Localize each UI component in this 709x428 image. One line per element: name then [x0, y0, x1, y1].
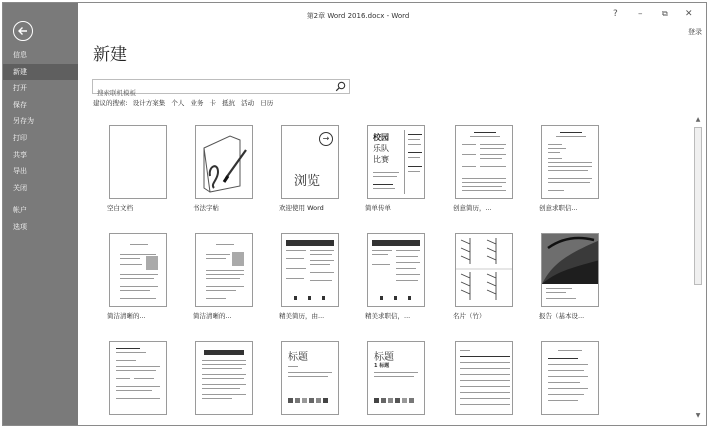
template-tile[interactable] [539, 233, 619, 320]
flyer-title-2: 乐队 [373, 144, 389, 153]
template-thumbnail-report [541, 233, 599, 307]
suggestion-card[interactable]: 卡 [209, 99, 217, 107]
template-thumbnail-flyer [367, 125, 425, 199]
template-label: 创意简历，... [453, 204, 492, 212]
template-thumbnail-list [541, 341, 599, 415]
template-tile[interactable] [193, 233, 273, 320]
template-tile[interactable] [453, 233, 533, 320]
suggestion-extra[interactable]: 抵抗 [222, 99, 236, 107]
sidebar-item-options[interactable]: 选项 [13, 222, 27, 231]
flyer-title-3: 比赛 [373, 155, 389, 164]
template-tile[interactable] [193, 125, 273, 212]
sidebar-item-export[interactable]: 导出 [13, 167, 27, 176]
template-thumbnail-blank [109, 125, 167, 199]
template-tile[interactable] [539, 341, 619, 419]
template-tile[interactable] [453, 125, 533, 212]
template-label: 精美简历，由... [279, 312, 325, 320]
template-tile[interactable] [365, 233, 445, 320]
template-thumbnail-clean-letter [195, 233, 253, 307]
arrow-right-icon: → [319, 132, 333, 146]
template-thumbnail-doc2 [195, 341, 253, 415]
template-search-box [92, 79, 350, 94]
login-link[interactable]: 登录 [688, 28, 702, 36]
sidebar-item-save[interactable]: 保存 [13, 100, 27, 109]
flyer-title-1: 校园 [373, 133, 389, 142]
template-thumbnail-table [455, 341, 513, 415]
title-bar [78, 3, 706, 29]
thumb-heading-text: 1 标题 [374, 363, 390, 369]
sidebar-item-new[interactable]: 新建 [3, 64, 78, 81]
report-cover-image [542, 234, 599, 284]
template-tile[interactable] [193, 341, 273, 419]
template-tile[interactable] [279, 125, 359, 212]
calligraphy-brush-icon [196, 126, 253, 199]
scroll-down-icon[interactable]: ▼ [695, 412, 701, 419]
template-thumbnail-elegant-letter [367, 233, 425, 307]
sidebar-item-close[interactable]: 关闭 [13, 183, 27, 192]
sidebar-item-account[interactable]: 帐户 [13, 206, 27, 215]
template-label: 简洁清晰的... [107, 312, 146, 320]
template-label: 报告（基本设... [539, 312, 585, 320]
close-button[interactable]: ✕ [685, 9, 693, 19]
template-thumbnail-cover-letter [541, 125, 599, 199]
template-tile[interactable] [279, 233, 359, 320]
template-tile[interactable] [107, 233, 187, 320]
back-arrow-icon [17, 25, 29, 37]
backstage-sidebar [3, 3, 78, 425]
page-title: 新建 [93, 45, 127, 65]
template-label: 简单传单 [365, 204, 391, 212]
template-label: 精美求职信，... [365, 312, 411, 320]
window-title: 第2章 Word 2016.docx - Word [306, 12, 410, 20]
restore-button[interactable]: ⧉ [662, 9, 668, 18]
suggested-searches-label: 建议的搜索: [93, 99, 128, 107]
template-gallery [79, 115, 690, 425]
template-thumbnail-bamboo-card [455, 233, 513, 307]
search-icon[interactable] [335, 81, 346, 92]
suggestion-business[interactable]: 业务 [190, 99, 204, 107]
template-label: 书法字帖 [193, 204, 219, 212]
thumb-title-text: 标题 [288, 352, 308, 363]
scroll-up-icon[interactable]: ▲ [695, 116, 701, 123]
template-tile[interactable] [365, 125, 445, 212]
sidebar-item-print[interactable]: 打印 [13, 133, 27, 142]
suggestion-personal[interactable]: 个人 [171, 99, 185, 107]
template-thumbnail-elegant-resume [281, 233, 339, 307]
template-thumbnail-clean-resume [109, 233, 167, 307]
template-thumbnail-calligraphy [195, 125, 253, 199]
scrollbar-thumb[interactable] [694, 127, 702, 285]
template-tile[interactable] [107, 125, 187, 212]
sidebar-nav [3, 47, 78, 236]
sidebar-item-share[interactable]: 共享 [13, 150, 27, 159]
template-thumbnail-welcome [281, 125, 339, 199]
template-tile[interactable] [279, 341, 359, 419]
suggestion-design-sets[interactable]: 设计方案集 [132, 99, 166, 107]
template-tile[interactable] [539, 125, 619, 212]
vertical-scrollbar[interactable] [692, 115, 704, 421]
bamboo-pattern-icon [456, 234, 513, 307]
suggestion-calendar[interactable]: 日历 [260, 99, 274, 107]
template-thumbnail-title2 [367, 341, 425, 415]
template-thumbnail-title [281, 341, 339, 415]
template-thumbnail-resume [455, 125, 513, 199]
suggested-searches [93, 98, 277, 107]
thumb-title-text: 标题 [374, 352, 394, 363]
sidebar-item-save-as[interactable]: 另存为 [13, 117, 34, 126]
sidebar-item-open[interactable]: 打开 [13, 84, 27, 93]
minimize-button[interactable]: – [638, 9, 643, 19]
suggestion-event[interactable]: 活动 [241, 99, 255, 107]
template-thumbnail-doc [109, 341, 167, 415]
template-label: 名片（竹） [453, 312, 486, 320]
help-button[interactable]: ? [613, 9, 618, 19]
template-label: 创意求职信... [539, 204, 578, 212]
sidebar-item-info[interactable]: 信息 [13, 51, 27, 59]
template-tile[interactable] [107, 341, 187, 419]
template-label: 空白文档 [107, 204, 133, 212]
template-tile[interactable] [365, 341, 445, 419]
template-label: 欢迎使用 Word [279, 204, 324, 212]
template-tile[interactable] [453, 341, 533, 419]
browse-text: 浏览 [294, 174, 321, 189]
back-button[interactable] [13, 21, 33, 41]
word-backstage-window [2, 2, 707, 426]
template-label: 简洁清晰的... [193, 312, 232, 320]
